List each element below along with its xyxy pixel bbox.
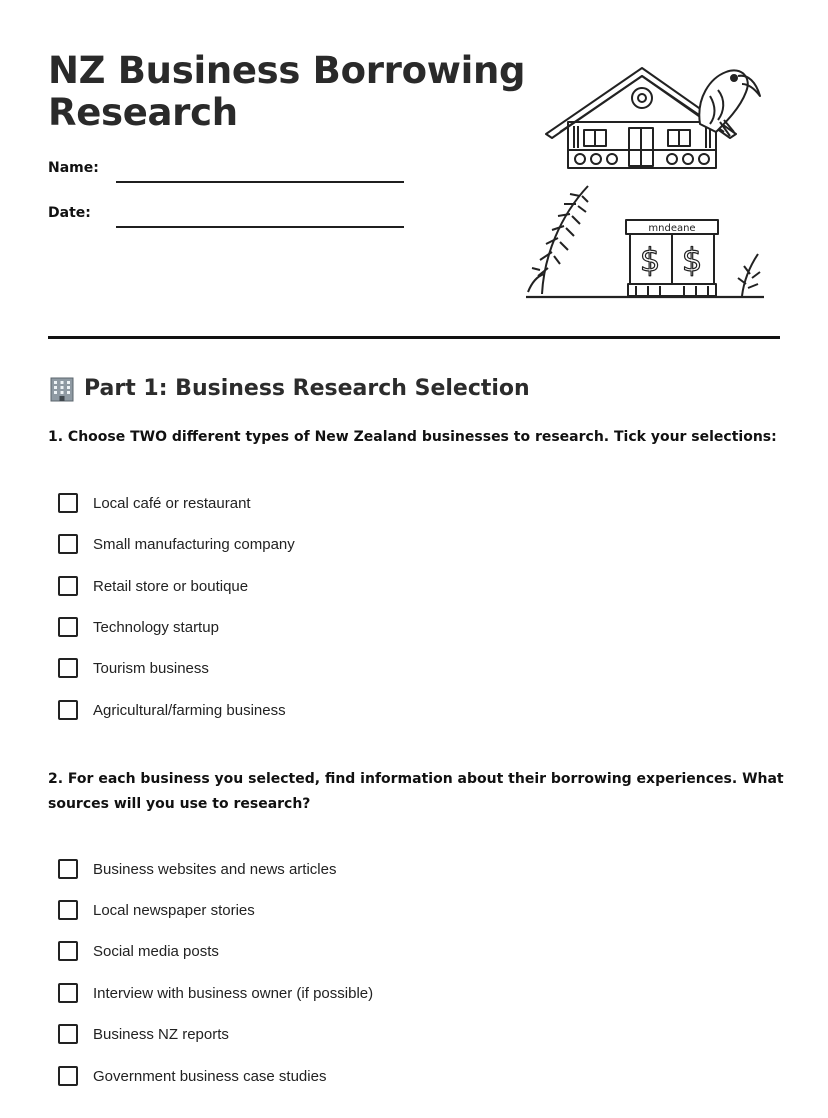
option-label: Small manufacturing company xyxy=(93,535,295,553)
date-label: Date: xyxy=(48,205,91,221)
option-label: Technology startup xyxy=(93,618,219,636)
checkbox[interactable] xyxy=(58,1024,78,1044)
checkbox[interactable] xyxy=(58,617,78,637)
name-label: Name: xyxy=(48,160,99,176)
option-label: Local newspaper stories xyxy=(93,901,255,919)
checkbox-option[interactable] xyxy=(58,1022,229,1046)
checkbox-option[interactable] xyxy=(58,1064,326,1088)
svg-text:$: $ xyxy=(681,241,703,279)
checkbox-option[interactable] xyxy=(58,698,286,722)
fern-icon xyxy=(528,186,588,294)
option-label: Local café or restaurant xyxy=(93,494,251,512)
checkbox-option[interactable] xyxy=(58,574,248,598)
header-illustration xyxy=(520,56,770,306)
checkbox-option[interactable] xyxy=(58,491,251,515)
bank-building-icon xyxy=(626,220,718,296)
checkbox-option[interactable] xyxy=(58,532,295,556)
checkbox[interactable] xyxy=(58,700,78,720)
checkbox-option[interactable] xyxy=(58,981,373,1005)
checkbox[interactable] xyxy=(58,859,78,879)
name-field[interactable] xyxy=(116,181,404,183)
option-label: Business NZ reports xyxy=(93,1025,229,1043)
option-label: Social media posts xyxy=(93,942,219,960)
checkbox[interactable] xyxy=(58,941,78,961)
page-title: NZ Business Borrowing Research xyxy=(48,49,526,134)
option-label: Interview with business owner (if possible) xyxy=(93,984,374,1002)
bird-icon xyxy=(699,70,760,136)
date-field[interactable] xyxy=(116,226,404,228)
checkbox[interactable] xyxy=(58,983,78,1003)
option-label: Agricultural/farming business xyxy=(93,701,286,719)
checkbox[interactable] xyxy=(58,534,78,554)
option-label: Retail store or boutique xyxy=(93,577,249,595)
checkbox-option[interactable] xyxy=(58,615,219,639)
checkbox-option[interactable] xyxy=(58,939,219,963)
grass-icon xyxy=(738,254,760,296)
checkbox[interactable] xyxy=(58,658,78,678)
svg-text:$: $ xyxy=(639,241,661,279)
office-building-icon xyxy=(48,375,76,403)
svg-text:mndeane: mndeane xyxy=(648,223,696,234)
checkbox[interactable] xyxy=(58,576,78,596)
checkbox-option[interactable] xyxy=(58,656,209,680)
option-label: Tourism business xyxy=(93,659,209,677)
checkbox[interactable] xyxy=(58,1066,78,1086)
checkbox[interactable] xyxy=(58,493,78,513)
checkbox-option[interactable] xyxy=(58,857,336,881)
option-label: Business websites and news articles xyxy=(93,860,337,878)
checkbox[interactable] xyxy=(58,900,78,920)
question-2: 2. For each business you selected, find information about their borrowing experiences. What sources will you use to research? xyxy=(48,771,784,812)
checkbox-option[interactable] xyxy=(58,898,255,922)
part1-heading: Part 1: Business Research Selection xyxy=(48,374,530,404)
option-label: Government business case studies xyxy=(93,1067,327,1085)
question-1: 1. Choose TWO different types of New Zealand businesses to research. Tick your selections: xyxy=(48,429,777,445)
section-divider xyxy=(48,336,780,339)
